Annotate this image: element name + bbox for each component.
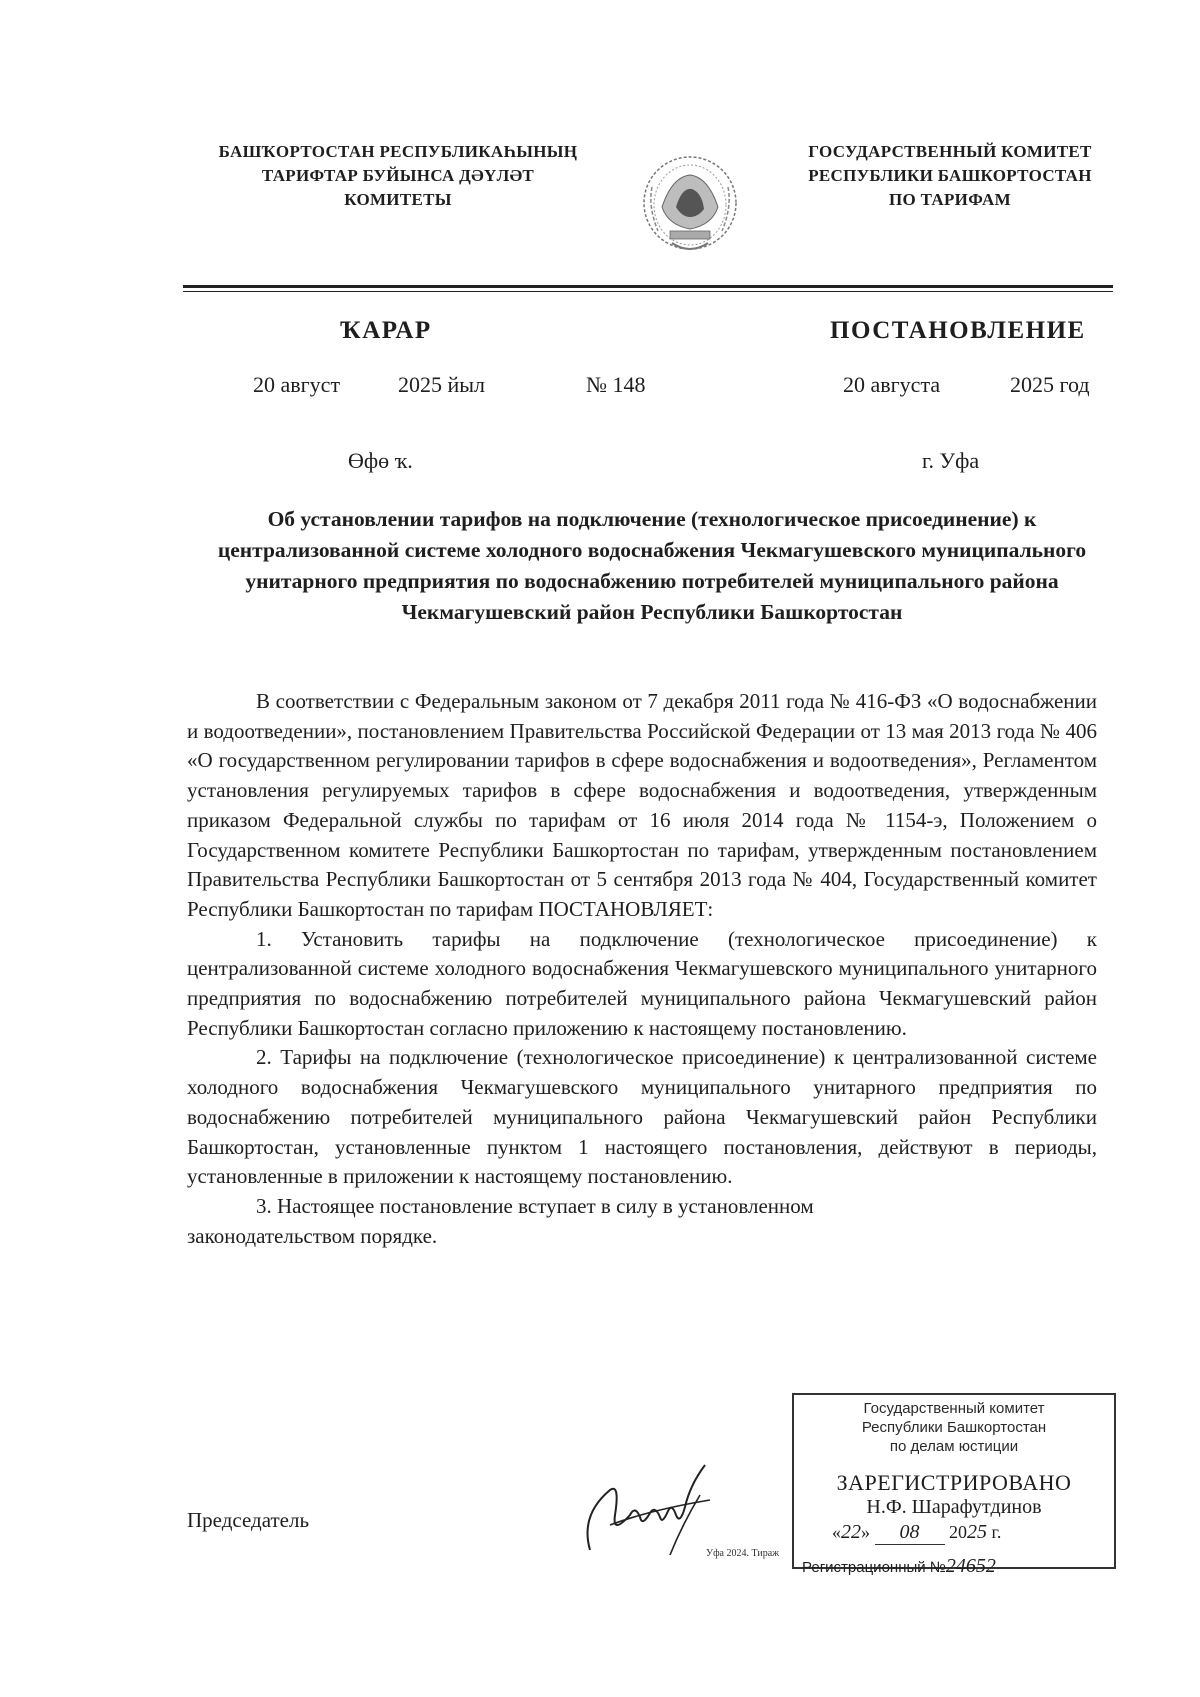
header-left — [177, 140, 619, 212]
bashkortostan-emblem-icon — [632, 147, 748, 265]
stamp-reg-number — [802, 1555, 1114, 1578]
item-3-end: законодательством порядке. — [187, 1223, 438, 1248]
stamp-org-line1: Государственный комитет — [863, 1400, 1045, 1417]
city-russian: г. Уфа — [922, 448, 980, 473]
preamble-paragraph: В соответствии с Федеральным законом от 7 декабря 2011 года № 416-ФЗ «О водоснабжении и водоотведении», постановлением Правительства Российской Федерации от 13 мая 2013 года № 406 «О государственном регулировании тарифов в сфере водоснабжения и водоотведения», Регламентом установления регулируемых тарифов в сфере водоснабжения и водоотведения, утвержденным приказом Федеральной службы по тарифам от 16 июля 2014 года № 1154-э, Положением о Государственном комитете Республики Башкортостан по тарифам, утвержденным постановлением Правительства Республики Башкортостан от 5 сентября 2013 года № 404, Государственный комитет Республики Башкортостан по тарифам ПОСТАНОВЛЯЕТ: — [187, 689, 1097, 921]
stamp-date-year-prefix: 20 — [949, 1522, 967, 1542]
header-right-line3: ПО ТАРИФАМ — [889, 190, 1011, 209]
date-right-year: 2025 год — [1010, 372, 1090, 397]
stamp-reg-value: 24652 — [945, 1555, 996, 1577]
signature-scribble — [570, 1455, 720, 1565]
stamp-org-line3: по делам юстиции — [889, 1438, 1019, 1455]
stamp-date-year-suffix: 25 — [967, 1521, 987, 1543]
stamp-date-suffix: г. — [991, 1522, 1002, 1542]
header-right-line1: ГОСУДАРСТВЕННЫЙ КОМИТЕТ — [808, 142, 1092, 161]
header-divider-thin — [183, 291, 1113, 292]
stamp-date-day: 22 — [841, 1521, 861, 1543]
item-1-paragraph: 1. Установить тарифы на подключение (технологическое присоединение) к централизованной системе холодного водоснабжения Чекмагушевского муниципального унитарного предприятия по водоснабжению потребителей муниципального района Чекмагушевский район Республики Башкортостан согласно приложению к настоящему постановлению. — [187, 926, 1097, 1040]
date-left-day: 20 август — [253, 372, 341, 397]
date-right-day: 20 августа — [843, 372, 941, 397]
city-bashkir: Өфө ҡ. — [348, 448, 413, 473]
stamp-registered: ЗАРЕГИСТРИРОВАНО — [836, 1470, 1072, 1495]
stamp-org-line2: Республики Башкортостан — [861, 1419, 1047, 1436]
header-right — [760, 140, 1140, 212]
stamp-reg-label: Регистрационный № — [802, 1559, 946, 1576]
date-left-year: 2025 йыл — [398, 372, 486, 397]
registration-stamp — [792, 1393, 1116, 1577]
header-right-line2: РЕСПУБЛИКИ БАШКОРТОСТАН — [808, 166, 1092, 185]
stamp-date: «22» 08 2025 г. — [832, 1521, 1002, 1543]
title-bashkir: ҠАРАР — [340, 317, 432, 344]
document-heading: Об установлении тарифов на подключение (технологическое присоединение) к централизованной системе холодного водоснабжения Чекмагушевского муниципального унитарного предприятия по водоснабжению потребителей муниципального района Чекмагушевский район Республики Башкортостан — [217, 507, 1087, 624]
header-left-line1: БАШҠОРТОСТАН РЕСПУБЛИКАҺЫНЫҢ — [218, 142, 578, 161]
document-body — [187, 687, 1097, 1251]
stamp-name: Н.Ф. Шарафутдинов — [866, 1496, 1042, 1518]
document-number: № 148 — [586, 372, 646, 397]
stamp-date-month: 08 — [899, 1521, 920, 1543]
header-left-line3: КОМИТЕТЫ — [344, 190, 452, 209]
signatory-position: Председатель — [187, 1508, 310, 1532]
item-3-line: 3. Настоящее постановление вступает в силу в установленном — [256, 1193, 814, 1218]
header-left-line2: ТАРИФТАР БУЙЫНСА ДӘҮЛӘТ — [261, 166, 535, 185]
title-russian: ПОСТАНОВЛЕНИЕ — [830, 317, 1086, 344]
print-imprint: Уфа 2024. Тираж — [706, 1548, 780, 1559]
item-2-paragraph: 2. Тарифы на подключение (технологическое присоединение) к централизованной системе холодного водоснабжения Чекмагушевского муниципального унитарного предприятия по водоснабжению потребителей муниципального района Чекмагушевский район Республики Башкортостан, установленные пунктом 1 настоящего постановления, действуют в периоды, установленные в приложении к настоящему постановлению. — [187, 1045, 1097, 1189]
header-divider-thick — [183, 285, 1113, 288]
